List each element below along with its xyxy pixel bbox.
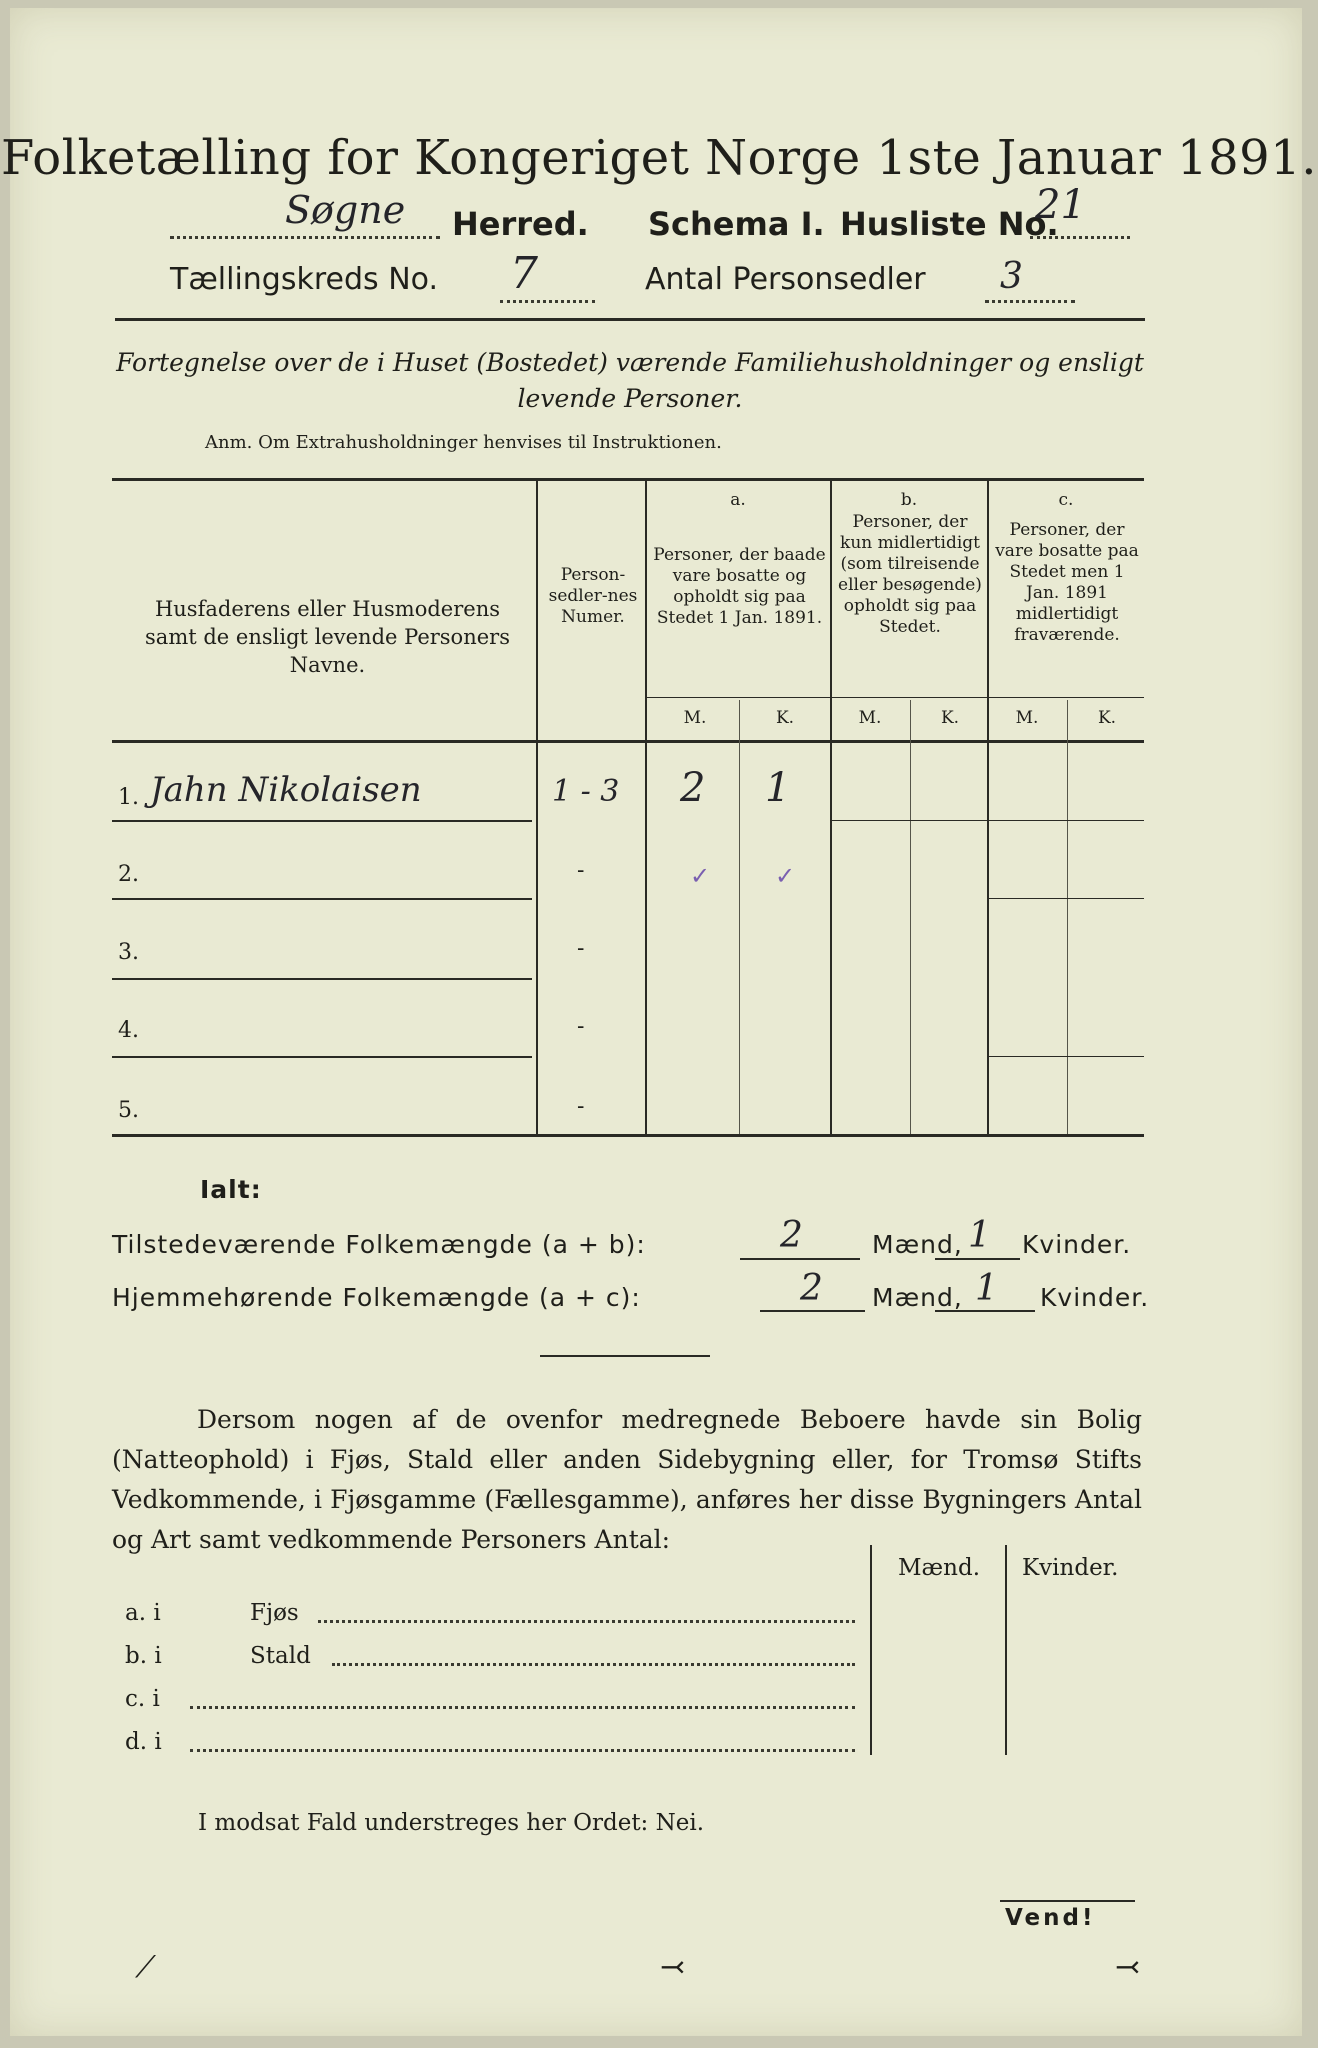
hjemme-m-value: 2 xyxy=(800,1268,823,1309)
hjemme-k-field xyxy=(935,1310,1035,1312)
person-numer: 1 - 3 xyxy=(552,774,620,809)
col-divider xyxy=(536,478,538,1134)
husliste-value: 21 xyxy=(1035,182,1086,228)
a-k-header: K. xyxy=(775,708,795,728)
ialt-label: Ialt: xyxy=(200,1175,262,1204)
building-d-prefix: d. i xyxy=(125,1729,162,1755)
col-c-letter: c. xyxy=(1058,490,1074,510)
corner-mark-icon: ⟋ xyxy=(135,1950,156,1985)
tilstede-m-field xyxy=(740,1258,860,1260)
person-numer: - xyxy=(577,1094,585,1119)
census-form-page xyxy=(10,8,1302,2036)
b-k-header: K. xyxy=(940,708,960,728)
row-number: 2. xyxy=(118,862,139,887)
a-m-value: 2 xyxy=(680,765,706,811)
person-name: Jahn Nikolaisen xyxy=(150,770,422,810)
a-m-header: M. xyxy=(683,708,707,728)
col-divider xyxy=(645,478,647,1134)
a-k-value: 1 xyxy=(765,765,791,811)
buildings-divider xyxy=(870,1545,872,1755)
row-rule xyxy=(987,1056,1144,1057)
tilstede-k-field xyxy=(935,1258,1020,1260)
col-divider xyxy=(830,478,832,1134)
row-rule xyxy=(830,820,1144,821)
row-number: 3. xyxy=(118,940,139,965)
building-b-label: Stald xyxy=(250,1643,311,1669)
row-rule xyxy=(112,820,532,822)
antal-value: 3 xyxy=(1000,256,1023,297)
husliste-label: Husliste No. xyxy=(840,205,1059,243)
building-c-dots xyxy=(190,1706,855,1709)
row-number: 1. xyxy=(118,785,139,810)
building-a-dots xyxy=(318,1620,855,1623)
intro-text: Fortegnelse over de i Huset (Bostedet) værende Familiehusholdninger og ensligt levende Personer. xyxy=(116,348,1144,413)
form-title: Folketælling for Kongeriget Norge 1ste Januar 1891. xyxy=(1,130,1317,186)
c-m-header: M. xyxy=(1015,708,1039,728)
b-m-header: M. xyxy=(858,708,882,728)
person-numer: - xyxy=(577,858,585,883)
tilstede-maend-label: Mænd, xyxy=(872,1230,963,1259)
hjemme-kvinder-label: Kvinder. xyxy=(1040,1283,1150,1312)
a-k-check: ✓ xyxy=(775,862,796,890)
row-rule xyxy=(112,898,532,900)
buildings-divider xyxy=(1005,1545,1007,1755)
col-numer-header: Person-sedler-nes Numer. xyxy=(548,565,638,627)
buildings-paragraph: Dersom nogen af de ovenfor medregnede Beboere havde sin Bolig (Natteophold) i Fjøs, Stald eller anden Sidebygning eller, for Tromsø Stifts Vedkommende, i Fjøsgamme (Fællesgamme), anføres her disse Bygningers Antal og Art samt vedkommende Personers Antal: xyxy=(112,1405,1142,1554)
col-a-letter: a. xyxy=(730,490,746,510)
anm-note: Anm. Om Extrahusholdninger henvises til Instruktionen. xyxy=(205,432,722,453)
row-rule xyxy=(987,898,1144,899)
herred-label: Herred. xyxy=(452,205,589,243)
hjemme-k-value: 1 xyxy=(975,1268,998,1309)
mk-rule xyxy=(645,697,1144,698)
vend-rule xyxy=(1000,1900,1135,1902)
c-k-header: K. xyxy=(1097,708,1117,728)
tilstede-m-value: 2 xyxy=(780,1215,803,1256)
antal-field xyxy=(985,270,1075,303)
a-m-check: ✓ xyxy=(690,862,711,890)
col-c-header: Personer, der vare bosatte paa Stedet men 1 Jan. 1891 midlertidigt fraværende. xyxy=(995,520,1139,645)
building-b-prefix: b. i xyxy=(125,1643,162,1669)
row-rule xyxy=(112,978,532,980)
row-rule xyxy=(112,1056,532,1058)
header-rule xyxy=(115,318,1145,321)
building-a-label: Fjøs xyxy=(250,1600,299,1626)
row-number: 4. xyxy=(118,1018,139,1043)
person-numer: - xyxy=(577,1014,585,1039)
person-numer: - xyxy=(577,936,585,961)
herred-value: Søgne xyxy=(285,188,406,232)
buildings-maend-header: Mænd. xyxy=(898,1555,981,1581)
table-top-rule xyxy=(112,478,1144,481)
table-bottom-rule xyxy=(112,1134,1144,1137)
building-d-dots xyxy=(190,1749,855,1752)
building-a-prefix: a. i xyxy=(125,1600,161,1626)
buildings-kvinder-header: Kvinder. xyxy=(1022,1555,1119,1581)
col-a-header: Personer, der baade vare bosatte og opholdt sig paa Stedet 1 Jan. 1891. xyxy=(653,545,826,628)
hjemme-maend-label: Mænd, xyxy=(872,1283,963,1312)
building-c-prefix: c. i xyxy=(125,1686,160,1712)
nei-note: I modsat Fald understreges her Ordet: Nei. xyxy=(198,1810,705,1836)
section-divider xyxy=(540,1355,710,1357)
table-header-rule xyxy=(112,740,1144,743)
col-b-header: Personer, der kun midlertidigt (som tilreisende eller besøgende) opholdt sig paa Stedet. xyxy=(838,512,982,637)
kreds-value: 7 xyxy=(510,248,538,299)
row-number: 5. xyxy=(118,1098,139,1123)
col-divider xyxy=(910,700,911,1134)
hjemme-label: Hjemmehørende Folkemængde (a + c): xyxy=(112,1283,641,1312)
vend-label: Vend! xyxy=(1005,1905,1096,1931)
col-b-letter: b. xyxy=(900,490,918,510)
col-names-header: Husfaderens eller Husmoderens samt de ensligt levende Personers Navne. xyxy=(145,597,510,677)
kreds-label: Tællingskreds No. xyxy=(170,262,438,297)
col-divider xyxy=(739,700,740,1134)
antal-label: Antal Personsedler xyxy=(645,262,926,297)
hjemme-m-field xyxy=(760,1310,865,1312)
corner-mark-icon: ⤙ xyxy=(1115,1950,1141,1985)
tilstede-k-value: 1 xyxy=(968,1215,991,1256)
schema-label: Schema I. xyxy=(648,205,825,243)
col-divider xyxy=(1067,700,1068,1134)
corner-mark-icon: ⤙ xyxy=(660,1950,686,1985)
col-divider xyxy=(987,478,989,1134)
tilstede-kvinder-label: Kvinder. xyxy=(1022,1230,1132,1259)
building-b-dots xyxy=(332,1663,855,1666)
tilstede-label: Tilstedeværende Folkemængde (a + b): xyxy=(112,1230,646,1259)
